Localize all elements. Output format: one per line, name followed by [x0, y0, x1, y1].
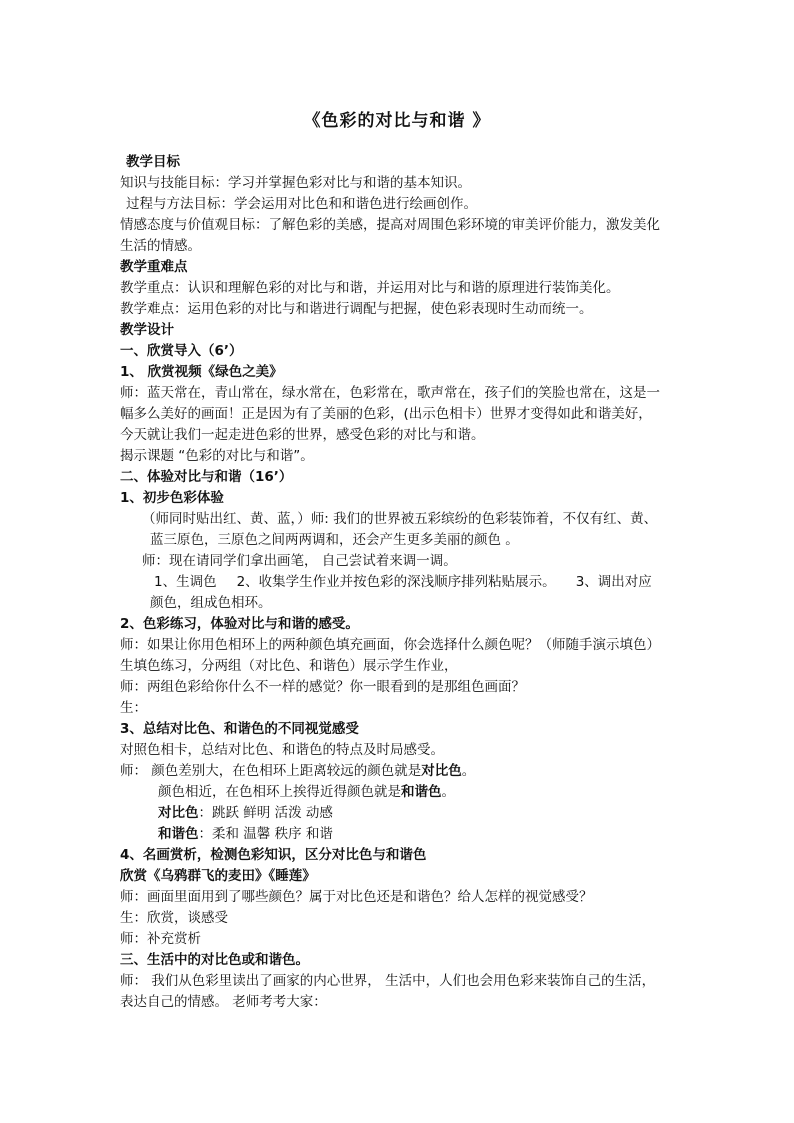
part2-s4-sub: 欣赏《乌鸦群飞的麦田》《睡莲》 — [120, 868, 316, 884]
harmony-label: 和谐色 — [158, 826, 199, 842]
part2-heading: 二、体验对比与和谐（16’） — [120, 469, 293, 485]
part3-para2: 表达自己的情感。 老师考考大家： — [120, 994, 327, 1010]
step-1: 1、生调色 — [154, 574, 217, 590]
contrast-def-end: 。 — [461, 763, 476, 779]
step-3: 3、调出对应 — [575, 574, 652, 590]
objective-process: 过程与方法目标：学会运用对比色和和谐色进行绘画创作。 — [126, 196, 477, 212]
part2-s3-para4 — [120, 803, 680, 824]
contrast-label: 对比色 — [158, 805, 199, 821]
part1-item1: 1、 欣赏视频《绿色之美》 — [120, 364, 283, 380]
part2-s4-para3: 师：补充赏析 — [120, 931, 201, 947]
part2-s4-para1: 师：画面里面用到了哪些颜色？属于对比色还是和谐色？给人怎样的视觉感受？ — [120, 889, 593, 905]
part1-para-line1: 师：蓝天常在，青山常在，绿水常在，色彩常在，歌声常在，孩子们的笑脸也常在，这是一 — [120, 385, 660, 401]
part2-s3-para2 — [120, 761, 680, 782]
part3-heading: 三、生活中的对比色或和谐色。 — [120, 952, 309, 968]
key-point: 教学重点：认识和理解色彩的对比与和谐，并运用对比与和谐的原理进行装饰美化。 — [120, 280, 620, 296]
part2-s2-heading: 2、色彩练习，体验对比与和谐的感受。 — [120, 616, 359, 632]
objective-knowledge: 知识与技能目标：学习并掌握色彩对比与和谐的基本知识。 — [120, 175, 471, 191]
page-title: 《色彩的对比与和谐 》 — [303, 111, 491, 131]
part2-s4-heading: 4、名画赏析，检测色彩知识，区分对比色与和谐色 — [120, 847, 427, 863]
contrast-term: 对比色 — [421, 763, 462, 779]
part1-para-line2: 幅多么美好的画面！正是因为有了美丽的色彩，(出示色相卡）世界才变得如此和谐美好， — [120, 406, 652, 422]
part2-s1-steps-cont: 颜色，组成色相环。 — [150, 595, 272, 611]
part1-heading: 一、欣赏导入（6’） — [120, 343, 243, 359]
part2-s3-para5 — [120, 824, 680, 845]
contrast-def-text: 师： 颜色差别大，在色相环上距离较远的颜色就是 — [120, 763, 422, 779]
objectives-heading: 教学目标 — [126, 154, 180, 170]
part2-s1-heading: 1、初步色彩体验 — [120, 490, 224, 506]
objective-emotion-line2: 生活的情感。 — [120, 238, 201, 254]
harmony-term: 和谐色 — [401, 784, 442, 800]
design-heading: 教学设计 — [120, 322, 174, 338]
part1-reveal: 揭示课题 “色彩的对比与和谐”。 — [120, 448, 314, 464]
part2-s1-para3: 师：现在请同学们拿出画笔， 自己尝试着来调一调。 — [142, 553, 457, 569]
part1-para-line3: 今天就让我们一起走进色彩的世界，感受色彩的对比与和谐。 — [120, 427, 485, 443]
step-2: 2、收集学生作业并按色彩的深浅顺序排列粘贴展示。 — [236, 574, 556, 590]
part2-s1-para1: （师同时贴出红、黄、蓝，）师: 我们的世界被五彩缤纷的色彩装饰着，不仅有红、黄、 — [142, 511, 658, 527]
contrast-traits: ：跳跃 鲜明 活泼 动感 — [198, 805, 333, 821]
harmony-def-end: 。 — [441, 784, 455, 800]
objective-emotion-line1: 情感态度与价值观目标：了解色彩的美感，提高对周围色彩环境的审美评价能力，激发美化 — [120, 217, 660, 233]
part2-s3-para3 — [120, 782, 680, 803]
part2-s2-para3: 师：两组色彩给你什么不一样的感觉？你一眼看到的是那组色画面？ — [120, 679, 525, 695]
harmony-traits: ：柔和 温馨 秩序 和谐 — [198, 826, 333, 842]
part2-s2-para2: 生填色练习，分两组（对比色、和谐色）展示学生作业， — [120, 658, 458, 674]
difficult-point: 教学难点：运用色彩的对比与和谐进行调配与把握，使色彩表现时生动而统一。 — [120, 301, 593, 317]
part2-s1-para2: 蓝三原色，三原色之间两两调和，还会产生更多美丽的颜色 。 — [150, 532, 519, 548]
part2-s2-para1: 师：如果让你用色相环上的两种颜色填充画面，你会选择什么颜色呢？（师随手演示填色） — [120, 637, 660, 653]
keypoints-heading: 教学重难点 — [120, 259, 188, 275]
document-body — [120, 152, 680, 1013]
part2-s3-para1: 对照色相卡，总结对比色、和谐色的特点及时局感受。 — [120, 742, 444, 758]
harmony-def-text: 颜色相近，在色相环上挨得近得颜色就是 — [158, 784, 401, 800]
part2-s1-steps — [120, 572, 680, 593]
part2-s3-heading: 3、总结对比色、和谐色的不同视觉感受 — [120, 721, 359, 737]
part2-s4-para2: 生：欣赏，谈感受 — [120, 910, 228, 926]
part3-para1: 师： 我们从色彩里读出了画家的内心世界， 生活中，人们也会用色彩来装饰自己的生活， — [120, 973, 656, 989]
part2-s2-para4: 生： — [120, 700, 147, 716]
